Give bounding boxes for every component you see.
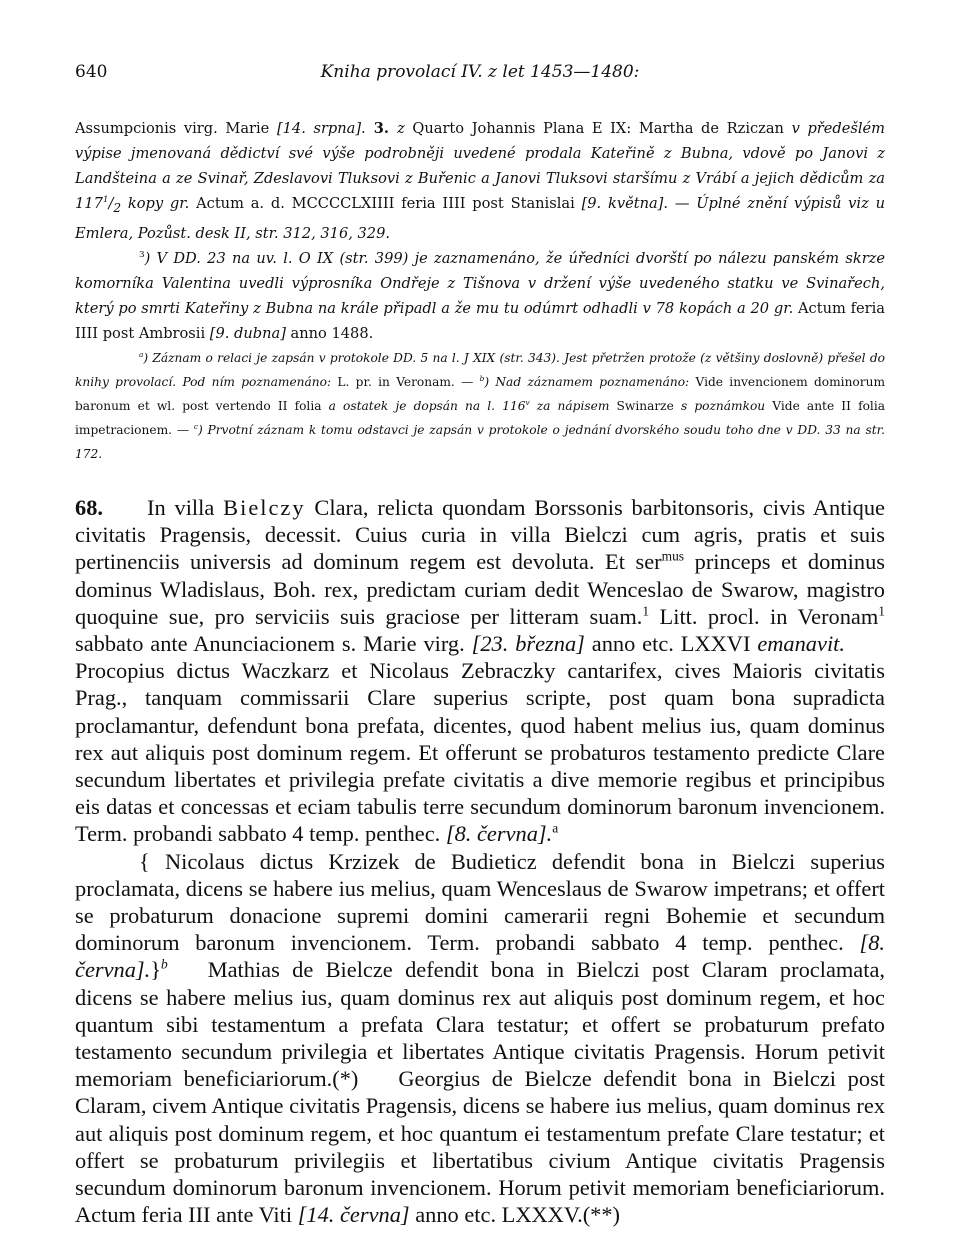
apparatus-latin: Swinarze [616,398,674,413]
footnote-3 [75,246,885,346]
footnote-czech-text: [9. května]. — Úplné znění výpisů viz u Emlera, Pozůst. desk II, str. 312, 316, 329. [75,195,885,242]
footnote-text: Actum a. d. MCCCCLXIIII feria IIII post Stanislai [189,195,582,212]
entry-68 [75,494,885,1228]
entry-text: Clara, relicta quondam Borssonis barbitonsoris, civis Antique civitatis Pragensis, decessit. Cuius curia in villa Bielczi cum agris, pratis et suis pertinenciis universis ad dominum regem est devoluta. Et ser [75,494,885,575]
apparatus-text: — [172,422,194,437]
footnote-czech-text: kopy gr. [121,195,190,212]
apparatus-text: ) Nad záznamem poznamenáno: [484,374,696,389]
apparatus-text: ) Záznam o relaci je zapsán v protokole DD. 5 na l. J XIX (str. 343). Jest přetržen protože (z většiny doslovně) přešel do knihy provolací. Pod ním poznamenáno: [75,350,885,389]
footnote-item-number: 3. [365,120,398,137]
entry-text-italic: emanavit. [757,630,845,656]
footnote-text: Actum feria IIII post Ambrosii [75,299,885,342]
apparatus-marker: c [193,421,198,431]
footnote-2-continuation: Assumpcionis virg. Marie [14. srpna]. 3. z Quarto Johannis Plana E IX: Martha de Rziczan v předešlém výpise jmenovaná dědictví své výše podrobněji uvedené prodala Kateřině z Bubna, vdově po Janovi z Landšteina a ze Svinař, Zdeslavovi Tluksovi z Buřenic a Janovi Tluksovi staršímu z Vrábí a jejich dědicům za $117^1/_2$ kopy gr. Actum a. d. MCCCCLXIIII feria IIII post Stanislai [9. května]. — Úplné znění výpisů viz u Emlera, Pozůst. desk II, str. 312, 316, 329. [75,120,886,242]
apparatus-reference: b [160,956,168,972]
footnote-reference: 1 [878,603,885,619]
date-note: [8. června]. [75,930,885,983]
apparatus-latin: Vide invencionem dominorum baronum et wl. post vertendo II folia [75,374,885,413]
abbreviation-superscript: mus [661,548,685,564]
entry-text: { Nicolaus dictus Krzizek de Budieticz defendit bona in Bielczi superius proclamata, dicens se habere ius melius, quam Wenceslaus de Swarow impetrans; et offert se probaturum donacione supremi domini camerarii regni Bohemie et secundum dominorum baronum invencionem. Term. probandi sabbato 4 temp. penthec. [75,848,885,956]
footnote-reference: 1 [642,603,650,619]
entry-text: princeps et dominus dominus Wladislaus, Boh. rex, predictam curiam dedit Wenceslao de Swarow, magistro quoquine sue, pro serviciis suis graciose per litteram suam. [75,549,886,629]
closing-brace: } [150,957,161,983]
footnote-marker: 3 [139,250,145,261]
footnote-czech-text: v předešlém výpise jmenovaná dědictví své výše podrobněji uvedené prodala Kateřině z Bubna, vdově po Janovi z Landšteina a ze Svinař, Zdeslavovi Tluksovi z Buřenic a Janovi Tluksovi staršímu z Vrábí a jejich dědicům za 117 [75,120,886,212]
apparatus-text: — [454,374,480,389]
entry-text: anno etc. LXXXV.(**) [409,1202,621,1228]
entry-number: 68. [75,494,103,520]
apparatus-text: s poznámkou [673,398,773,413]
apparatus-reference: a [552,820,559,836]
apparatus-text: za nápisem [529,398,617,413]
apparatus-latin: Vide ante II folia impetracionem. [75,398,885,437]
book-page [75,62,885,1228]
footnote-date: [14. srpna]. [276,120,366,137]
entry-text: In villa [147,494,224,520]
footnote-text: anno 1488. [285,324,374,342]
running-header [75,62,885,90]
entry-text: anno etc. LXXVI [584,630,758,656]
date-note: [8. června]. [445,821,553,847]
entry-paragraph-2 [75,848,885,1229]
apparatus-text: a ostatek je dopsán na l. 116 [321,398,526,413]
apparatus-marker: b [479,373,485,383]
footnotes [75,116,885,346]
date-note: [14. června] [297,1202,410,1228]
apparatus-superscript: v [525,397,530,407]
footnote-date: [9. dubna] [209,324,286,342]
apparatus-marker: a [139,349,144,359]
apparatus-latin: L. pr. in Veronam. [337,374,455,389]
date-note: [23. března] [471,630,585,656]
footnote-text: z [397,120,405,137]
village-name: Bielczy [223,494,306,520]
footnote-czech-text: ) V DD. 23 na uv. l. O IX (str. 399) je zaznamenáno, že úředníci dvorští po nálezu panském skrze komorníka Valentina uvedli výprosníka Ondřeje z Tišnova v držení výše uvedeného statku ve Svinařech, který po smrti Kateřiny z Bubna na krále připadl a že mu tu odúmrt odhadli v 78 kopách a 20 gr. [75,249,885,317]
entry-text: Mathias de Bielcze defendit bona in Bielczi post Claram proclamata, dicens se habere melius ius, quam dominus rex aut aliquis post dominum regem, et hoc quantum sibi testamentum a prefata Clara testatur; et offert se probaturum prefato testamento secundum privilegia et libertates Antique civitatis Pragensis. Horum petivit memoriam beneficiariorum.(*) [75,957,885,1092]
entry-text: Litt. procl. in Veronam [649,603,879,629]
critical-apparatus [75,346,885,466]
footnote-text: Quarto Johannis Plana E IX: Martha de Rziczan [404,120,792,137]
entry-text: sabbato ante Anunciacionem s. Marie virg. [75,630,472,656]
apparatus-notes [75,346,885,466]
entry-paragraph-1 [75,494,885,848]
page-number: 640 [75,62,108,82]
fraction-numerator: 1 [102,195,109,206]
footnote-text: Assumpcionis virg. Marie [75,120,277,137]
entry-text: Procopius dictus Waczkarz et Nicolaus Zebraczky cantarifex, cives Maioris civitatis Prag., tanquam commissarii Clare superius scripte, post quam bona supradicta proclamantur, defendunt bona prefata, dicentes, quod habent melius ius, quam dominus rex aut aliquis post dominum regem. Et offerunt se probaturos testamento predicte Clare secundum libertates et privilegia prefate civitatis a dive memorie regibus et principibus eis datas et concessas et eciam tabulis terre secundum dominorum baronum invencionem. Term. probandi sabbato 4 temp. penthec. [75,658,885,847]
fraction-denominator: 2 [113,200,122,215]
entry-text: Georgius de Bielcze defendit bona in Bielczi post Claram, civem Antique civitatis Pragensis, dicens se habere ius melius, quam dominus rex aut aliquis post dominum regem, et hoc quantum ei testamentum prefate Clare testatur; et offert se probaturum privilegiis et libertatibus civium Antique civitatis Pragensis secundum dominorum baronum invencionem. Horum petivit memoriam beneficiariorum. Actum feria III ante Viti [75,1066,885,1228]
running-title: Kniha provolací IV. z let 1453—1480: [320,62,640,82]
apparatus-text: ) Prvotní záznam k tomu odstavci je zapsán v protokole o jednání dvorského soudu toho dne v DD. 33 na str. 172. [75,422,885,461]
